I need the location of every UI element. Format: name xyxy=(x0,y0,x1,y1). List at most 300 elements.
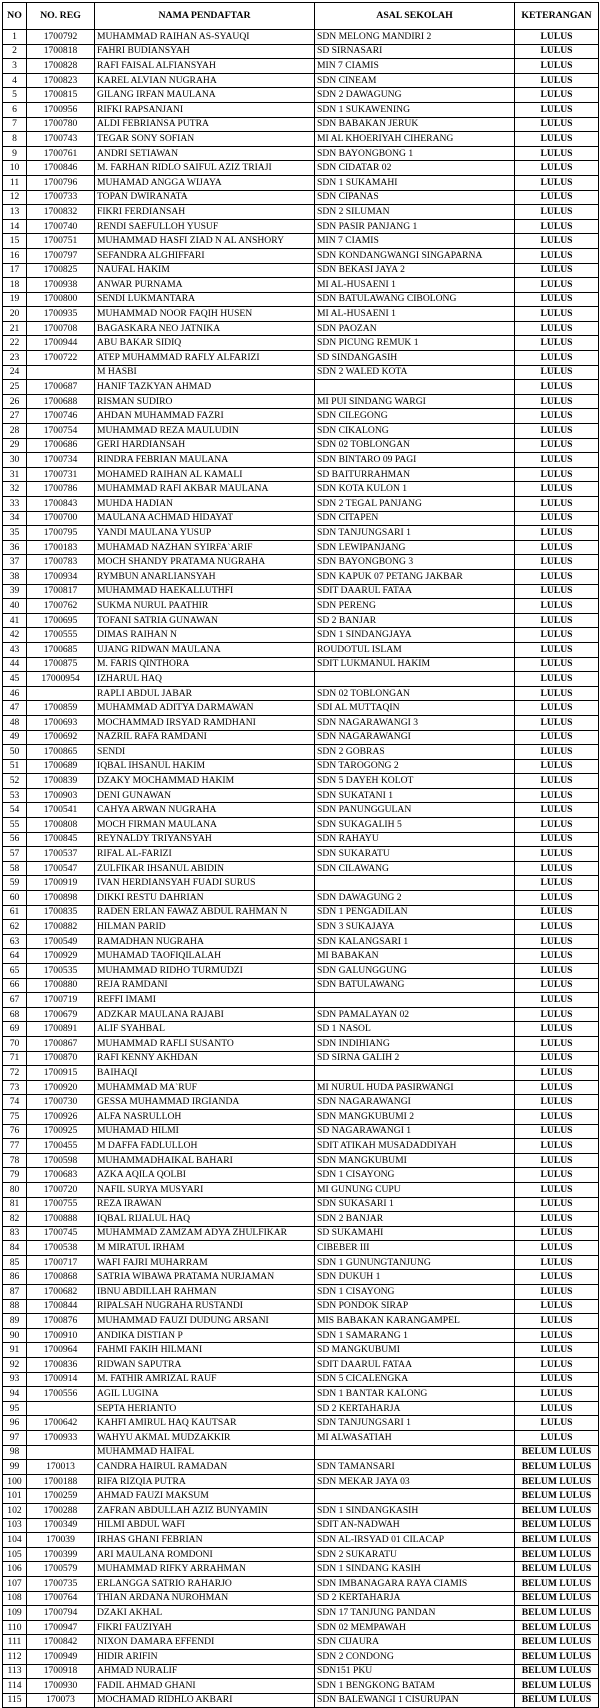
applicant-name: RAMADHAN NUGRAHA xyxy=(95,934,315,949)
column-header-no: NO xyxy=(3,3,27,30)
applicant-name: M MIRATUL IRHAM xyxy=(95,1241,315,1256)
registration-number: 1700547 xyxy=(27,861,95,876)
row-number: 17 xyxy=(3,263,27,278)
row-number: 115 xyxy=(3,1693,27,1708)
registration-number: 1700693 xyxy=(27,715,95,730)
table-row xyxy=(3,672,599,687)
school-origin: SDN 5 DAYEH KOLOT xyxy=(315,774,515,789)
applicant-name: BAGASKARA NEO JATNIKA xyxy=(95,321,315,336)
table-row xyxy=(3,424,599,439)
registration-number: 1700938 xyxy=(27,278,95,293)
row-number: 7 xyxy=(3,117,27,132)
school-origin: MIN 7 CIAMIS xyxy=(315,234,515,249)
table-row xyxy=(3,1241,599,1256)
row-number: 15 xyxy=(3,234,27,249)
row-number: 80 xyxy=(3,1182,27,1197)
row-number: 29 xyxy=(3,438,27,453)
registration-number: 1700455 xyxy=(27,1139,95,1154)
row-number: 21 xyxy=(3,321,27,336)
table-row xyxy=(3,891,599,906)
registration-number: 1700556 xyxy=(27,1387,95,1402)
table-row xyxy=(3,1109,599,1124)
status-badge: LULUS xyxy=(515,132,599,147)
row-number: 112 xyxy=(3,1649,27,1664)
row-number: 62 xyxy=(3,920,27,935)
row-number: 53 xyxy=(3,788,27,803)
status-badge: LULUS xyxy=(515,1241,599,1256)
applicant-name: MUHAMMAD MA`RUF xyxy=(95,1080,315,1095)
registration-number: 1700944 xyxy=(27,336,95,351)
row-number: 41 xyxy=(3,613,27,628)
applicant-name: RAPLI ABDUL JABAR xyxy=(95,686,315,701)
school-origin: SD SIRNASARI xyxy=(315,44,515,59)
school-origin: SDN CILAWANG xyxy=(315,861,515,876)
registration-number: 1700815 xyxy=(27,88,95,103)
applicant-name: NIXON DAMARA EFFENDI xyxy=(95,1635,315,1650)
row-number: 50 xyxy=(3,745,27,760)
school-origin: SDI AL MUTTAQIN xyxy=(315,701,515,716)
status-badge: LULUS xyxy=(515,1168,599,1183)
applicant-name: SENDI xyxy=(95,745,315,760)
status-badge: LULUS xyxy=(515,30,599,45)
row-number: 6 xyxy=(3,102,27,117)
status-badge: BELUM LULUS xyxy=(515,1460,599,1475)
row-number: 68 xyxy=(3,1007,27,1022)
school-origin: SDN CITAPEN xyxy=(315,511,515,526)
registration-number: 1700754 xyxy=(27,424,95,439)
registration-number: 1700925 xyxy=(27,1124,95,1139)
table-row xyxy=(3,788,599,803)
row-number: 22 xyxy=(3,336,27,351)
status-badge: LULUS xyxy=(515,1182,599,1197)
registration-number: 1700865 xyxy=(27,745,95,760)
school-origin: SDN 2 BANJAR xyxy=(315,1212,515,1227)
school-origin: SDN TAROGONG 2 xyxy=(315,759,515,774)
status-badge: LULUS xyxy=(515,278,599,293)
row-number: 61 xyxy=(3,905,27,920)
row-number: 18 xyxy=(3,278,27,293)
table-body xyxy=(3,30,599,1708)
applicant-name: YANDI MAULANA YUSUP xyxy=(95,526,315,541)
applicant-name: MUHAMMAD HAIFAL xyxy=(95,1445,315,1460)
table-row xyxy=(3,467,599,482)
table-row xyxy=(3,584,599,599)
registration-number: 1700795 xyxy=(27,526,95,541)
row-number: 60 xyxy=(3,891,27,906)
table-row xyxy=(3,380,599,395)
school-origin: SD NAGARAWANGI 1 xyxy=(315,1124,515,1139)
status-badge: LULUS xyxy=(515,642,599,657)
school-origin: SD SINDANGASIH xyxy=(315,351,515,366)
applicant-name: DZAKI AKHAL xyxy=(95,1606,315,1621)
table-row xyxy=(3,146,599,161)
school-origin: SDN SUKARATU xyxy=(315,847,515,862)
school-origin: SDN NAGARAWANGI xyxy=(315,1095,515,1110)
row-number: 88 xyxy=(3,1299,27,1314)
applicant-name: ANWAR PURNAMA xyxy=(95,278,315,293)
school-origin: SDN 1 CISAYONG xyxy=(315,1168,515,1183)
school-origin: SDIT AN-NADWAH xyxy=(315,1518,515,1533)
row-number: 91 xyxy=(3,1343,27,1358)
status-badge: LULUS xyxy=(515,555,599,570)
applicant-name: IVAN HERDIANSYAH FUADI SURUS xyxy=(95,876,315,891)
school-origin: MI GUNUNG CUPU xyxy=(315,1182,515,1197)
status-badge: LULUS xyxy=(515,818,599,833)
registration-number: 1700880 xyxy=(27,978,95,993)
table-row xyxy=(3,1518,599,1533)
school-origin: SDN PICUNG REMUK 1 xyxy=(315,336,515,351)
status-badge: LULUS xyxy=(515,292,599,307)
table-row xyxy=(3,832,599,847)
applicant-name: IQBAL RIJALUL HAQ xyxy=(95,1212,315,1227)
row-number: 27 xyxy=(3,409,27,424)
status-badge: LULUS xyxy=(515,1080,599,1095)
row-number: 28 xyxy=(3,424,27,439)
row-number: 45 xyxy=(3,672,27,687)
status-badge: LULUS xyxy=(515,219,599,234)
registration-number: 1700859 xyxy=(27,701,95,716)
row-number: 14 xyxy=(3,219,27,234)
table-row xyxy=(3,1066,599,1081)
row-number: 49 xyxy=(3,730,27,745)
status-badge: LULUS xyxy=(515,1285,599,1300)
table-row xyxy=(3,1080,599,1095)
registration-number: 1700868 xyxy=(27,1270,95,1285)
registration-number: 1700891 xyxy=(27,1022,95,1037)
row-number: 32 xyxy=(3,482,27,497)
row-number: 31 xyxy=(3,467,27,482)
applicant-name: NAUFAL HAKIM xyxy=(95,263,315,278)
school-origin: SDN KOTA KULON 1 xyxy=(315,482,515,497)
table-row xyxy=(3,642,599,657)
registration-number: 1700800 xyxy=(27,292,95,307)
row-number: 65 xyxy=(3,964,27,979)
table-row xyxy=(3,30,599,45)
registration-number: 1700719 xyxy=(27,993,95,1008)
row-number: 39 xyxy=(3,584,27,599)
header-row xyxy=(3,3,599,30)
applicant-name: REFFI IMAMI xyxy=(95,993,315,1008)
row-number: 13 xyxy=(3,205,27,220)
registration-number: 1700535 xyxy=(27,964,95,979)
registration-number: 1700733 xyxy=(27,190,95,205)
registration-number: 1700183 xyxy=(27,540,95,555)
row-number: 103 xyxy=(3,1518,27,1533)
registration-number: 1700947 xyxy=(27,1620,95,1635)
table-row xyxy=(3,934,599,949)
status-badge: LULUS xyxy=(515,1343,599,1358)
status-badge: LULUS xyxy=(515,628,599,643)
table-row xyxy=(3,1664,599,1679)
row-number: 42 xyxy=(3,628,27,643)
row-number: 90 xyxy=(3,1328,27,1343)
applicant-name: MUHDA HADIAN xyxy=(95,497,315,512)
row-number: 12 xyxy=(3,190,27,205)
row-number: 2 xyxy=(3,44,27,59)
table-row xyxy=(3,540,599,555)
table-row xyxy=(3,248,599,263)
status-badge: LULUS xyxy=(515,248,599,263)
registration-number xyxy=(27,1445,95,1460)
table-row xyxy=(3,1679,599,1694)
applicant-name: SEPTA HERIANTO xyxy=(95,1401,315,1416)
applicant-name: ALFA NASRULLOH xyxy=(95,1109,315,1124)
status-badge: LULUS xyxy=(515,1139,599,1154)
status-badge: LULUS xyxy=(515,759,599,774)
status-badge: LULUS xyxy=(515,891,599,906)
table-row xyxy=(3,1591,599,1606)
applicant-name: CAHYA ARWAN NUGRAHA xyxy=(95,803,315,818)
table-row xyxy=(3,657,599,672)
applicant-name: MUHAMAD TAOFIQILALAH xyxy=(95,949,315,964)
status-badge: LULUS xyxy=(515,1226,599,1241)
status-badge: LULUS xyxy=(515,526,599,541)
registration-number: 1700700 xyxy=(27,511,95,526)
column-header-name: NAMA PENDAFTAR xyxy=(95,3,315,30)
table-row xyxy=(3,569,599,584)
status-badge: LULUS xyxy=(515,1416,599,1431)
table-row xyxy=(3,278,599,293)
row-number: 73 xyxy=(3,1080,27,1095)
registration-number: 1700734 xyxy=(27,453,95,468)
row-number: 111 xyxy=(3,1635,27,1650)
row-number: 108 xyxy=(3,1591,27,1606)
row-number: 85 xyxy=(3,1255,27,1270)
table-row xyxy=(3,1606,599,1621)
school-origin: SDN 1 SUKAWENING xyxy=(315,102,515,117)
status-badge: LULUS xyxy=(515,847,599,862)
status-badge: LULUS xyxy=(515,788,599,803)
status-badge: LULUS xyxy=(515,1358,599,1373)
row-number: 58 xyxy=(3,861,27,876)
row-number: 33 xyxy=(3,497,27,512)
status-badge: BELUM LULUS xyxy=(515,1649,599,1664)
registration-number: 1700845 xyxy=(27,832,95,847)
school-origin: MIS BABAKAN KARANGAMPEL xyxy=(315,1314,515,1329)
registration-number: 1700823 xyxy=(27,73,95,88)
registration-number: 1700964 xyxy=(27,1343,95,1358)
applicant-name: MUHAMAD ANGGA WIJAYA xyxy=(95,175,315,190)
registration-number: 170073 xyxy=(27,1693,95,1708)
registration-number: 1700839 xyxy=(27,774,95,789)
table-row xyxy=(3,818,599,833)
status-badge: LULUS xyxy=(515,993,599,1008)
registration-number: 1700898 xyxy=(27,891,95,906)
registration-number: 1700876 xyxy=(27,1314,95,1329)
registration-number: 1700818 xyxy=(27,44,95,59)
table-row xyxy=(3,1182,599,1197)
registration-number: 1700930 xyxy=(27,1679,95,1694)
applicant-name: TEGAR SONY SOFIAN xyxy=(95,132,315,147)
applicant-name: WAFI FAJRI MUHARRAM xyxy=(95,1255,315,1270)
status-badge: LULUS xyxy=(515,1153,599,1168)
registration-number: 1700817 xyxy=(27,584,95,599)
row-number: 97 xyxy=(3,1431,27,1446)
status-badge: LULUS xyxy=(515,613,599,628)
row-number: 71 xyxy=(3,1051,27,1066)
applicant-name: TOPAN DWIRANATA xyxy=(95,190,315,205)
applicant-name: GILANG IRFAN MAULANA xyxy=(95,88,315,103)
status-badge: LULUS xyxy=(515,920,599,935)
applicant-name: MUHAMMAD REZA MAULUDIN xyxy=(95,424,315,439)
row-number: 8 xyxy=(3,132,27,147)
row-number: 24 xyxy=(3,365,27,380)
table-row xyxy=(3,1372,599,1387)
registration-number: 1700828 xyxy=(27,59,95,74)
registration-number: 1700867 xyxy=(27,1036,95,1051)
table-row xyxy=(3,993,599,1008)
registration-number: 1700683 xyxy=(27,1168,95,1183)
row-number: 23 xyxy=(3,351,27,366)
row-number: 5 xyxy=(3,88,27,103)
registration-number: 1700762 xyxy=(27,599,95,614)
status-badge: LULUS xyxy=(515,861,599,876)
school-origin: MI BABAKAN xyxy=(315,949,515,964)
school-origin: SDN CIJAURA xyxy=(315,1635,515,1650)
school-origin: SDN 2 TEGAL PANJANG xyxy=(315,497,515,512)
status-badge: BELUM LULUS xyxy=(515,1693,599,1708)
registration-number: 1700934 xyxy=(27,569,95,584)
applicant-name: MOCH FIRMAN MAULANA xyxy=(95,818,315,833)
table-row xyxy=(3,365,599,380)
table-row xyxy=(3,161,599,176)
table-row xyxy=(3,628,599,643)
school-origin: SDN 2 DAWAGUNG xyxy=(315,88,515,103)
registration-number: 1700956 xyxy=(27,102,95,117)
registration-number: 170013 xyxy=(27,1460,95,1475)
school-origin: SDN 2 CONDONG xyxy=(315,1649,515,1664)
table-row xyxy=(3,438,599,453)
status-badge: LULUS xyxy=(515,1007,599,1022)
registration-number: 1700689 xyxy=(27,759,95,774)
status-badge: LULUS xyxy=(515,540,599,555)
table-row xyxy=(3,1328,599,1343)
registration-number: 1700783 xyxy=(27,555,95,570)
status-badge: LULUS xyxy=(515,1022,599,1037)
registration-number: 1700832 xyxy=(27,205,95,220)
table-row xyxy=(3,905,599,920)
row-number: 87 xyxy=(3,1285,27,1300)
table-row xyxy=(3,497,599,512)
row-number: 93 xyxy=(3,1372,27,1387)
applicant-name: NAFIL SURYA MUSYARI xyxy=(95,1182,315,1197)
table-row xyxy=(3,102,599,117)
status-badge: LULUS xyxy=(515,1314,599,1329)
table-row xyxy=(3,205,599,220)
registration-number: 1700259 xyxy=(27,1489,95,1504)
row-number: 75 xyxy=(3,1109,27,1124)
table-row xyxy=(3,1314,599,1329)
registration-number xyxy=(27,686,95,701)
table-row xyxy=(3,1285,599,1300)
school-origin xyxy=(315,993,515,1008)
table-row xyxy=(3,745,599,760)
row-number: 79 xyxy=(3,1168,27,1183)
status-badge: LULUS xyxy=(515,1372,599,1387)
school-origin: SDN MANGKUBUMI 2 xyxy=(315,1109,515,1124)
applicant-name: KAHFI AMIRUL HAQ KAUTSAR xyxy=(95,1416,315,1431)
school-origin: SDN DUKUH 1 xyxy=(315,1270,515,1285)
status-badge: LULUS xyxy=(515,1255,599,1270)
table-row xyxy=(3,1343,599,1358)
row-number: 84 xyxy=(3,1241,27,1256)
school-origin: SD 1 NASOL xyxy=(315,1022,515,1037)
status-badge: BELUM LULUS xyxy=(515,1635,599,1650)
applicant-name: ANDIKA DISTIAN P xyxy=(95,1328,315,1343)
table-row xyxy=(3,117,599,132)
row-number: 74 xyxy=(3,1095,27,1110)
school-origin: SD SIRNA GALIH 2 xyxy=(315,1051,515,1066)
status-badge: LULUS xyxy=(515,1270,599,1285)
table-row xyxy=(3,44,599,59)
row-number: 113 xyxy=(3,1664,27,1679)
registration-number xyxy=(27,365,95,380)
school-origin xyxy=(315,1445,515,1460)
school-origin: SDN PAMALAYAN 02 xyxy=(315,1007,515,1022)
column-header-status: KETERANGAN xyxy=(515,3,599,30)
status-badge: BELUM LULUS xyxy=(515,1547,599,1562)
applicant-name: MUHAMMAD ZAMZAM ADYA ZHULFIKAR xyxy=(95,1226,315,1241)
registration-number: 1700870 xyxy=(27,1051,95,1066)
applicant-name: NAZRIL RAFA RAMDANI xyxy=(95,730,315,745)
table-row xyxy=(3,759,599,774)
applicant-name: TOFANI SATRIA GUNAWAN xyxy=(95,613,315,628)
row-number: 102 xyxy=(3,1503,27,1518)
registration-number: 170039 xyxy=(27,1533,95,1548)
status-badge: LULUS xyxy=(515,832,599,847)
applicant-name: AHDAN MUHAMMAD FAZRI xyxy=(95,409,315,424)
registration-number: 1700846 xyxy=(27,161,95,176)
table-row xyxy=(3,1299,599,1314)
status-badge: LULUS xyxy=(515,803,599,818)
table-row xyxy=(3,1533,599,1548)
row-number: 1 xyxy=(3,30,27,45)
applicant-name: MOCHAMAD RIDHLO AKBARI xyxy=(95,1693,315,1708)
school-origin: MIN 7 CIAMIS xyxy=(315,59,515,74)
table-row xyxy=(3,511,599,526)
applicant-name: MUHAMMAD ADITYA DARMAWAN xyxy=(95,701,315,716)
school-origin: SDN BEKASI JAYA 2 xyxy=(315,263,515,278)
applicant-name: AHMAD NURALIF xyxy=(95,1664,315,1679)
school-origin: SDN CIDATAR 02 xyxy=(315,161,515,176)
registration-number: 1700764 xyxy=(27,1591,95,1606)
row-number: 99 xyxy=(3,1460,27,1475)
status-badge: LULUS xyxy=(515,905,599,920)
applicant-name: RADEN ERLAN FAWAZ ABDUL RAHMAN N xyxy=(95,905,315,920)
status-badge: LULUS xyxy=(515,424,599,439)
applicant-name: REJA RAMDANI xyxy=(95,978,315,993)
applicant-name: ZULFIKAR IHSANUL ABIDIN xyxy=(95,861,315,876)
table-row xyxy=(3,1270,599,1285)
applicant-name: FAHMI FAKIH HILMANI xyxy=(95,1343,315,1358)
table-row xyxy=(3,1124,599,1139)
applicant-name: UJANG RIDWAN MAULANA xyxy=(95,642,315,657)
table-row xyxy=(3,920,599,935)
school-origin: ROUDOTUL ISLAM xyxy=(315,642,515,657)
status-badge: LULUS xyxy=(515,745,599,760)
table-row xyxy=(3,59,599,74)
applicant-name: MUHAMMAD RAFI AKBAR MAULANA xyxy=(95,482,315,497)
applicant-name: ERLANGGA SATRIO RAHARJO xyxy=(95,1576,315,1591)
table-row xyxy=(3,307,599,322)
school-origin: SDN DAWAGUNG 2 xyxy=(315,891,515,906)
row-number: 46 xyxy=(3,686,27,701)
applicant-name: ARI MAULANA ROMDONI xyxy=(95,1547,315,1562)
status-badge: LULUS xyxy=(515,672,599,687)
school-origin: SDN INDIHIANG xyxy=(315,1036,515,1051)
table-row xyxy=(3,88,599,103)
registration-number: 1700541 xyxy=(27,803,95,818)
